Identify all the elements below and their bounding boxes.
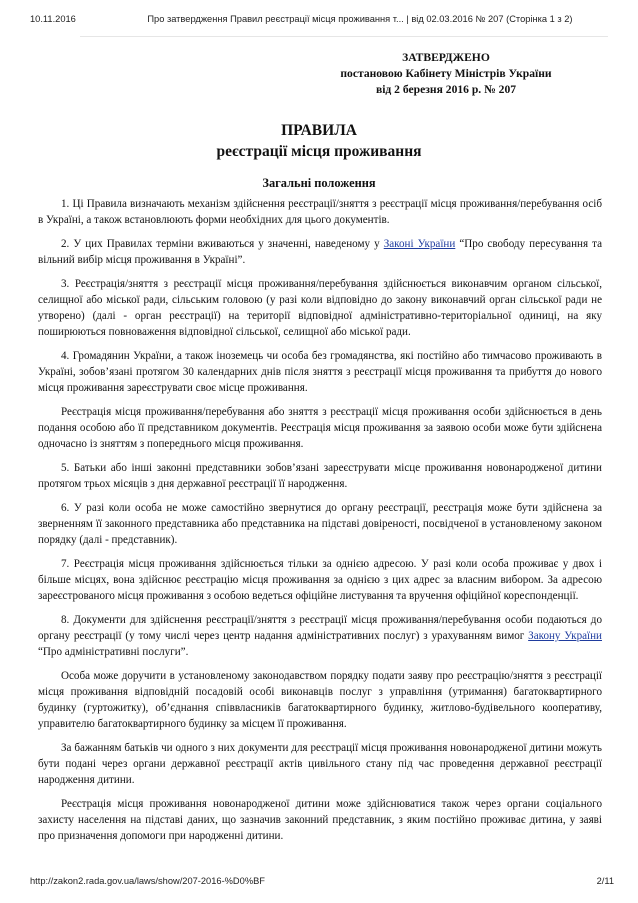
paragraph-text: “Про адміністративні послуги”. xyxy=(38,646,189,658)
print-header xyxy=(30,14,614,24)
document-title: ПРАВИЛА xyxy=(281,122,357,139)
law-link[interactable]: Закону України xyxy=(528,630,602,642)
law-link[interactable]: Законі України xyxy=(383,238,456,250)
approval-block xyxy=(298,50,594,98)
section-heading: Загальні положення xyxy=(262,176,376,190)
paragraph-text: 2. У цих Правилах терміни вживаються у значенні, наведеному у xyxy=(61,238,384,250)
header-divider xyxy=(80,36,608,37)
print-footer xyxy=(30,876,614,886)
paragraph-text: “Про свободу пересування та вільний вибір місця проживання в Україні”. xyxy=(38,238,603,266)
paragraph: 6. У разі коли особа не може самостійно звернутися до органу реєстрації, реєстрація може бути здійснена за зверненням її законного представника або представника на підставі довіреності, посвідченої в установленому законом порядку (далі - представник). xyxy=(38,502,602,546)
page-number: 2/11 xyxy=(596,876,614,886)
paragraph: 3. Реєстрація/зняття з реєстрації місця проживання/перебування здійснюється виконавчим органом сільської, селищної або міської ради, сільським головою (у разі коли відповідно до закону виконавчий орган сільської ради не утворено) (далі - орган реєстрації) на території відповідної адміністративно-територіальної одиниці, на яку поширюються повноваження відповідної сільської, селищної або міської ради. xyxy=(38,278,602,338)
approval-line-2: від 2 березня 2016 р. № 207 xyxy=(375,83,517,96)
document-body xyxy=(38,196,602,852)
paragraph: 4. Громадянин України, а також іноземець чи особа без громадянства, які постійно або тимчасово проживають в Україні, зобов’язані протягом 30 календарних днів після зняття з реєстрації місця проживання та прибуття до нового місця проживання зареєструвати своє місце проживання. xyxy=(38,350,602,394)
paragraph: 7. Реєстрація місця проживання здійснюється тільки за однією адресою. У разі коли особа проживає у двох і більше місцях, вона здійснює реєстрацію місця проживання за однією з цих адрес за власним вибором. За адресою зареєстрованого місця проживання з особою ведеться офіційне листування та вручення офіційної кореспонденції. xyxy=(38,558,602,602)
paragraph xyxy=(38,612,602,660)
print-date: 10.11.2016 xyxy=(30,14,76,24)
paragraph xyxy=(38,236,602,268)
paragraph-text: 8. Документи для здійснення реєстрації/зняття з реєстрації місця проживання/перебування особи подаються до органу реєстрації (у тому числі через центр надання адміністративних послуг) з урахуванням вимог xyxy=(38,614,602,642)
page-url: http://zakon2.rada.gov.ua/laws/show/207-2016-%D0%BF xyxy=(30,876,265,886)
approval-label: ЗАТВЕРДЖЕНО xyxy=(402,51,490,64)
paragraph: 1. Ці Правила визначають механізм здійснення реєстрації/зняття з реєстрації місця проживання/перебування осіб в Україні, а також встановлюють форми необхідних для цього документів. xyxy=(38,198,602,226)
paragraph: За бажанням батьків чи одного з них документи для реєстрації місця проживання новонародженої дитини можуть бути подані через органи державної реєстрації актів цивільного стану під час проведення державної реєстрації народження дитини. xyxy=(38,742,602,786)
document-subtitle: реєстрації місця проживання xyxy=(216,143,422,160)
paragraph: Реєстрація місця проживання новонародженої дитини може здійснюватися також через органи соціального захисту населення на підставі даних, що зазначив законний представник, з яким постійно проживає дитина, у заяві про призначення допомоги при народженні дитини. xyxy=(38,798,602,842)
print-title: Про затвердження Правил реєстрації місця проживання т... | від 02.03.2016 № 207 (Сторінка 1 з 2) xyxy=(147,14,573,24)
paragraph: Реєстрація місця проживання/перебування або зняття з реєстрації місця проживання особи здійснюється в день подання особою або її представником документів. Реєстрація місця проживання за заявою особи може бути здійснена одночасно із зняттям з попереднього місця проживання. xyxy=(38,406,602,450)
paragraph: 5. Батьки або інші законні представники зобов’язані зареєструвати місце проживання новонародженої дитини протягом трьох місяців з дня державної реєстрації її народження. xyxy=(38,462,602,490)
approval-line-1: постановою Кабінету Міністрів України xyxy=(340,67,552,80)
paragraph: Особа може доручити в установленому законодавством порядку подати заяву про реєстрацію/зняття з реєстрації місця проживання відповідній посадовій особі виконавців послуг з управління (утримання) багатоквартирного будинку (гуртожитку), об’єднання співвласників багатоквартирного будинку, житлово-будівельного кооперативу, управителю багатоквартирного будинку за місцем її проживання. xyxy=(38,670,602,730)
